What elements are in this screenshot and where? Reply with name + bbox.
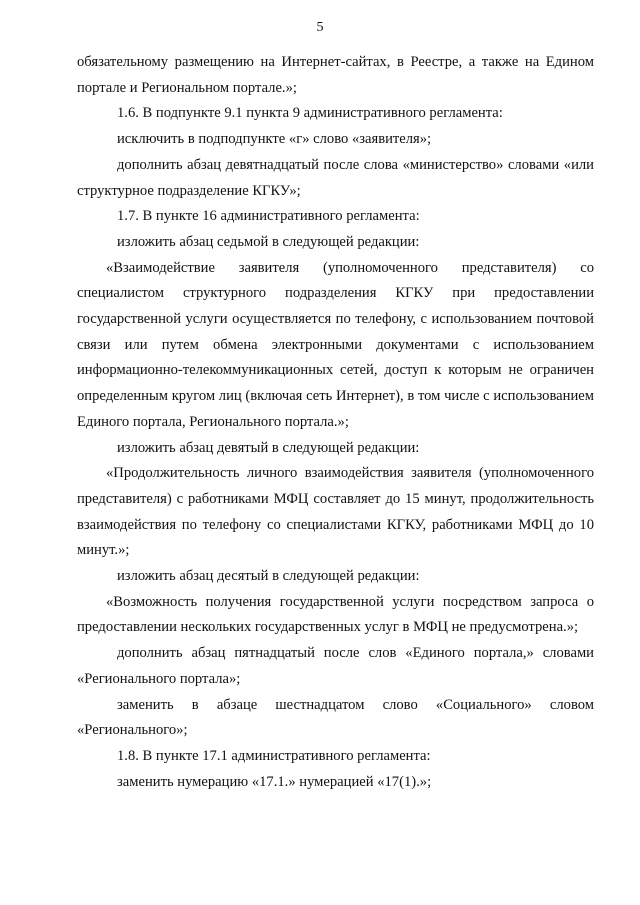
paragraph-renumbering: заменить нумерацию «17.1.» нумерацией «17(1).»; xyxy=(117,773,432,790)
paragraph-continuation: обязательному размещению на Интернет-сайтах, в Реестре, а также на Едином портале и Региональном портале.»; xyxy=(77,54,594,96)
paragraph-tenth-instruction: изложить абзац десятый в следующей редакции: xyxy=(117,568,420,585)
paragraph-seventh-quote: «Взаимодействие заявителя (уполномоченного представителя) со специалистом структурного подразделения КГКУ при предоставлении государственной услуги осуществляется по телефону, с использованием почтовой связи или путем обмена электронными документами с использованием информационно-телекоммуникационных сетей, доступ к которым не ограничен определенным кругом лиц (включая сеть Интернет), в том числе с использованием Единого портала, Регионального портала.»; xyxy=(77,259,594,430)
paragraph-fifteenth-addition: дополнить абзац пятнадцатый после слов «Единого портала,» словами «Регионального портала»; xyxy=(77,645,594,687)
paragraph-tenth-quote: «Возможность получения государственной услуги посредством запроса о предоставлении нескольких государственных услуг в МФЦ не предусмотрена.»; xyxy=(77,593,594,636)
paragraph-ninth-quote: «Продолжительность личного взаимодействия заявителя (уполномоченного представителя) с работниками МФЦ составляет до 15 минут, продолжительность взаимодействия по телефону со специалистами КГКУ, работниками МФЦ до 10 минут.»; xyxy=(77,465,594,559)
paragraph-item-1-7: 1.7. В пункте 16 административного регламента: xyxy=(117,208,420,225)
paragraph-item-1-8: 1.8. В пункте 17.1 административного регламента: xyxy=(117,747,431,764)
paragraph-seventh-instruction: изложить абзац седьмой в следующей редакции: xyxy=(117,233,420,250)
paragraph-add-words: дополнить абзац девятнадцатый после слова «министерство» словами «или структурное подразделение КГКУ»; xyxy=(77,156,594,199)
paragraph-item-1-6: 1.6. В подпункте 9.1 пункта 9 административного регламента: xyxy=(117,105,503,122)
paragraph-sixteenth-replacement: заменить в абзаце шестнадцатом слово «Социального» словом «Регионального»; xyxy=(77,696,594,739)
paragraph-ninth-instruction: изложить абзац девятый в следующей редакции: xyxy=(117,439,420,456)
page-number: 5 xyxy=(316,20,324,35)
document-body xyxy=(77,50,594,795)
paragraph-exclude-word: исключить в подподпункте «г» слово «заявителя»; xyxy=(117,131,432,148)
